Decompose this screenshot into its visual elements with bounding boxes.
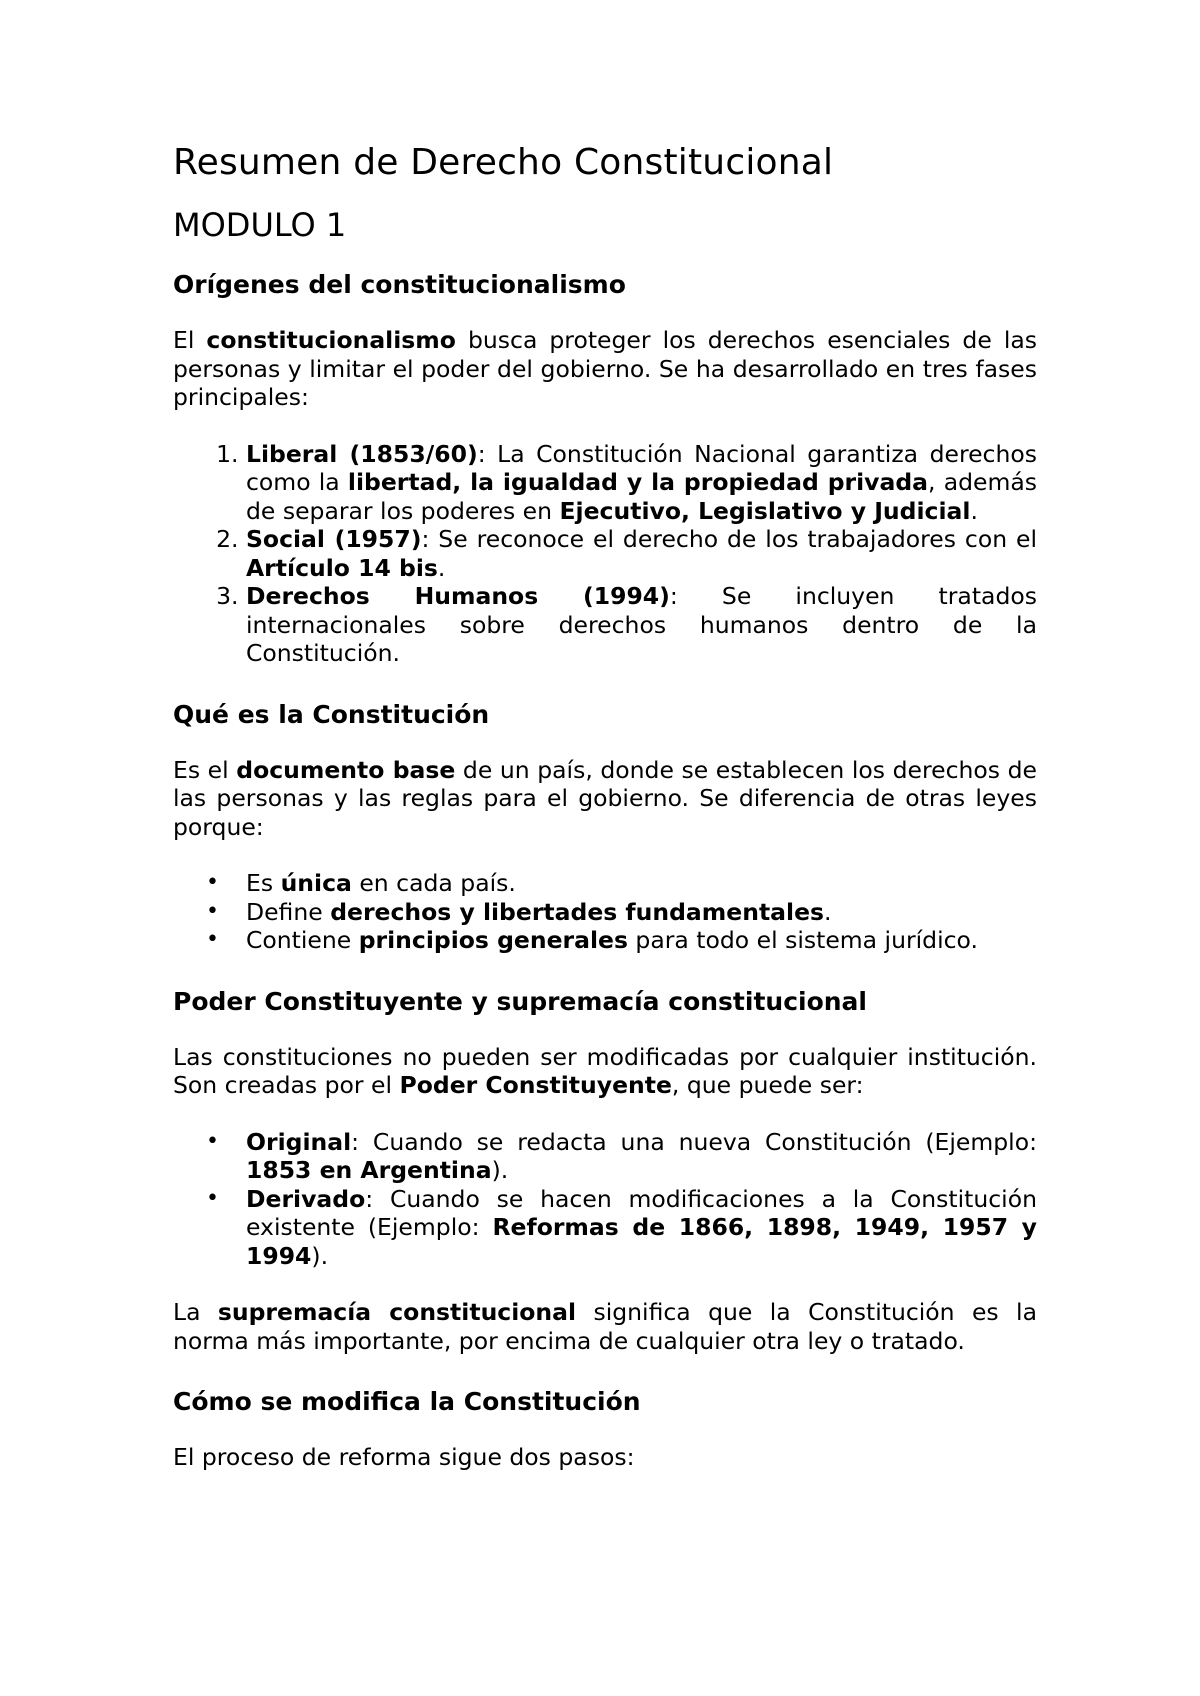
document-title: Resumen de Derecho Constitucional bbox=[173, 142, 834, 183]
section-que-es-intro: Es el documento base de un país, donde se establecen los derechos de las personas y las reglas para el gobierno. Se diferencia de otras leyes porque: bbox=[173, 755, 1037, 841]
poder-types-list bbox=[173, 1128, 1037, 1271]
section-heading-como-se-modifica: Cómo se modifica la Constitución bbox=[173, 1387, 641, 1416]
bullet-icon: • bbox=[206, 870, 219, 895]
bullet-icon: • bbox=[206, 1128, 219, 1154]
list-item-liberal: 1. Liberal (1853/60): La Constitución Nacional garantiza derechos como la libertad, la igualdad y la propiedad privada, además de separar los poderes en Ejecutivo, Legislativo y Judicial. bbox=[246, 440, 1037, 526]
section-supremacia-paragraph: La supremacía constitucional significa que la Constitución es la norma más importante, por encima de cualquier otra ley o tratado. bbox=[173, 1298, 1037, 1355]
section-poder-intro: Las constituciones no pueden ser modificadas por cualquier institución. Son creadas por el Poder Constituyente, que puede ser: bbox=[173, 1042, 1037, 1099]
list-item-derivado: • Derivado: Cuando se hacen modificaciones a la Constitución existente (Ejemplo: Reformas de 1866, 1898, 1949, 1957 y 1994). bbox=[206, 1184, 1037, 1270]
list-item-social: 2. Social (1957): Se reconoce el derecho de los trabajadores con el Artículo 14 bis. bbox=[246, 525, 1037, 582]
list-item-original: • Original: Cuando se redacta una nueva Constitución (Ejemplo: 1853 en Argentina). bbox=[206, 1127, 1037, 1184]
bullet-icon: • bbox=[206, 898, 219, 924]
module-heading: MODULO 1 bbox=[173, 206, 347, 244]
list-item-derechos-humanos: 3. Derechos Humanos (1994): Se incluyen tratados internacionales sobre derechos humanos dentro de la Constitución. bbox=[246, 582, 1037, 668]
bullet-icon: • bbox=[206, 927, 219, 952]
section-heading-origenes: Orígenes del constitucionalismo bbox=[173, 270, 626, 299]
list-item: • Contiene principios generales para todo el sistema jurídico. bbox=[206, 926, 978, 954]
bullet-icon: • bbox=[206, 1185, 219, 1211]
list-item: • Es única en cada país. bbox=[206, 869, 516, 897]
document-page bbox=[173, 134, 1037, 1500]
section-heading-poder-constituyente: Poder Constituyente y supremacía constitucional bbox=[173, 986, 867, 1016]
section-como-intro: El proceso de reforma sigue dos pasos: bbox=[173, 1443, 635, 1471]
section-heading-que-es: Qué es la Constitución bbox=[173, 699, 490, 729]
constitution-features-list bbox=[173, 869, 1037, 955]
section-origenes-intro: El constitucionalismo busca proteger los derechos esenciales de las personas y limitar el poder del gobierno. Se ha desarrollado en tres fases principales: bbox=[173, 326, 1037, 411]
phases-list bbox=[173, 440, 1037, 668]
list-item: • Define derechos y libertades fundamentales. bbox=[206, 897, 832, 926]
